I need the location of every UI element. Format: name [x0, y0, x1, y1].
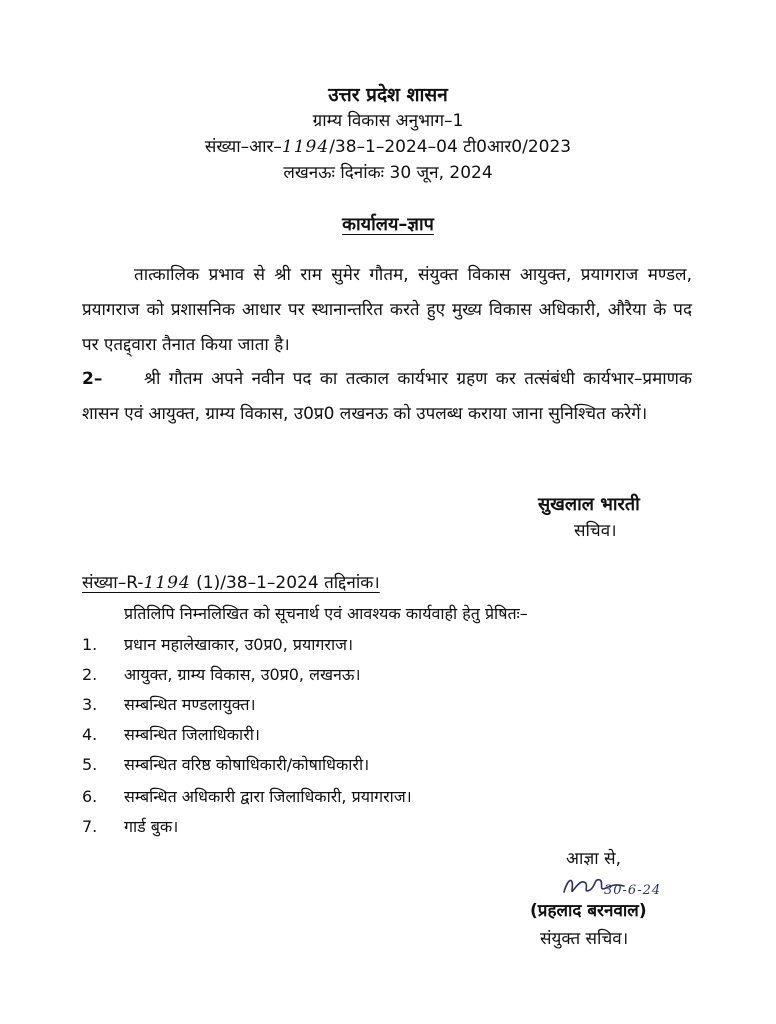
reference-prefix: संख्या–आर–: [204, 137, 282, 157]
list-item-number: 4.: [82, 725, 98, 744]
list-item-number: 7.: [82, 817, 98, 836]
signatory-2-name: (प्रहलाद बरनवाल): [530, 901, 647, 921]
copy-reference-number: [82, 572, 380, 594]
signature-date: 30-6-24: [604, 883, 662, 898]
reference-suffix: /38–1–2024–04 टी0आर0/2023: [329, 137, 572, 157]
government-title: उत्तर प्रदेश शासन: [328, 84, 448, 106]
copy-reference-handwritten-number: 1194: [143, 573, 191, 593]
reference-handwritten-number: 1194: [281, 137, 330, 157]
signatory-1-name: सुखलाल भारती: [538, 494, 640, 515]
copy-intro: प्रतिलिपि निम्नलिखित को सूचनार्थ एवं आवश्यक कार्यवाही हेतु प्रेषितः–: [124, 604, 528, 623]
list-item-number: 6.: [82, 787, 98, 806]
list-item-text: सम्बन्धित अधिकारी द्वारा जिलाधिकारी, प्रयागराज।: [124, 787, 412, 806]
signatory-2-designation: संयुक्त सचिव।: [540, 929, 629, 949]
paragraph-2-number: 2–: [82, 369, 103, 389]
order-by-text: आज्ञा से,: [566, 849, 621, 869]
signatory-1-designation: सचिव।: [574, 521, 617, 541]
list-item-text: प्रधान महालेखाकार, उ0प्र0, प्रयागराज।: [124, 635, 354, 654]
department-name: ग्राम्य विकास अनुभाग–1: [312, 111, 464, 131]
list-item-number: 1.: [82, 635, 98, 654]
place-date: लखनऊः दिनांकः 30 जून, 2024: [283, 163, 493, 183]
copy-reference-suffix: (1)/38–1–2024 तद्दिनांक।: [196, 573, 380, 593]
list-item-text: सम्बन्धित जिलाधिकारी।: [124, 725, 260, 744]
paragraph-1: [82, 258, 692, 363]
paragraph-1-text: तात्कालिक प्रभाव से श्री राम सुमेर गौतम, संयुक्त विकास आयुक्त, प्रयागराज मण्डल, प्रयागराज को प्रशासनिक आधार पर स्थानान्तरित करते हुए मुख्य विकास अधिकारी, औरैया के पद पर एतद्द्वारा तैनात किया जाता है।: [82, 265, 692, 355]
copy-reference-prefix: संख्या–R-: [82, 573, 144, 593]
list-item-text: सम्बन्धित मण्डलायुक्त।: [124, 695, 256, 714]
list-item-number: 2.: [82, 665, 98, 684]
list-item-number: 3.: [82, 695, 98, 714]
reference-number: [0, 136, 776, 158]
list-item-number: 5.: [82, 755, 98, 774]
list-item-text: आयुक्त, ग्राम्य विकास, उ0प्र0, लखनऊ।: [124, 665, 361, 684]
paragraph-2-text: श्री गौतम अपने नवीन पद का तत्काल कार्यभार ग्रहण कर तत्संबंधी कार्यभार–प्रमाणक शासन एवं आयुक्त, ग्राम्य विकास, उ0प्र0 लखनऊ को उपलब्ध कराया जाना सुनिश्चित करेगें।: [82, 369, 692, 424]
list-item-text: गार्ड बुक।: [124, 817, 179, 836]
paragraph-2: [82, 362, 692, 432]
memo-title: कार्यालय–ज्ञाप: [342, 214, 434, 235]
list-item-text: सम्बन्धित वरिष्ठ कोषाधिकारी/कोषाधिकारी।: [124, 755, 370, 774]
